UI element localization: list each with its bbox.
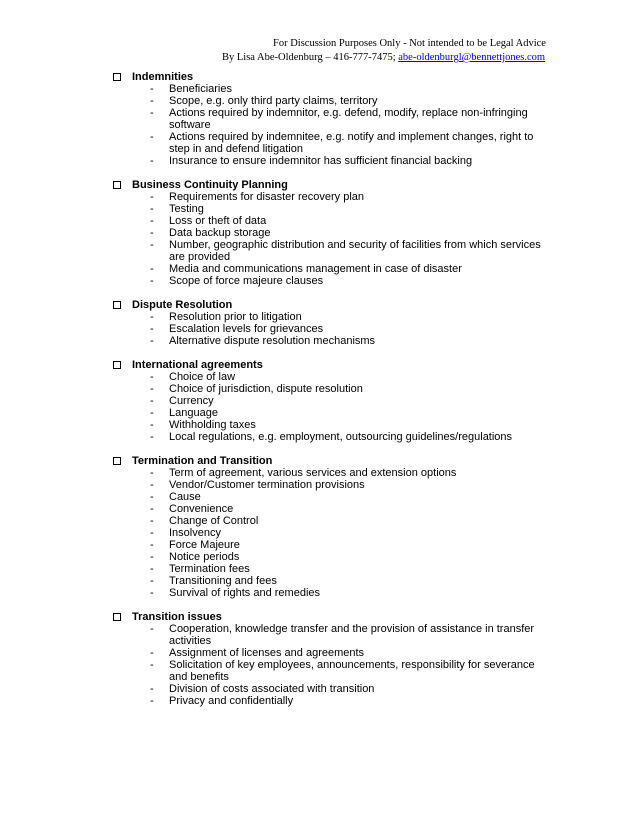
list-item: [113, 311, 543, 323]
list-item-text: Vendor/Customer termination provisions: [169, 479, 365, 491]
dash-bullet-icon: -: [150, 683, 154, 695]
list-item-text: Cause: [169, 491, 201, 503]
list-item: [113, 83, 543, 95]
dash-bullet-icon: -: [150, 695, 154, 707]
list-item-text: Testing: [169, 203, 204, 215]
list-item: [113, 107, 543, 131]
list-item-text: Actions required by indemnitor, e.g. defend, modify, replace non-infringing software: [169, 107, 528, 131]
list-item-text: Choice of law: [169, 371, 236, 383]
list-item-text: Currency: [169, 395, 214, 407]
list-item: [113, 587, 543, 599]
section-title-text: Transition issues: [132, 611, 222, 623]
list-item: [113, 431, 543, 443]
list-item: [113, 239, 543, 263]
dash-bullet-icon: -: [150, 575, 154, 587]
checkbox-icon: [113, 361, 121, 369]
section-title: [113, 179, 543, 191]
outline-section: [113, 455, 543, 599]
section-title: [113, 611, 543, 623]
section-title-text: Business Continuity Planning: [132, 179, 288, 191]
list-item: [113, 539, 543, 551]
list-item: [113, 407, 543, 419]
dash-bullet-icon: -: [150, 155, 154, 167]
list-item: [113, 479, 543, 491]
list-item-text: Transitioning and fees: [169, 575, 277, 587]
dash-bullet-icon: -: [150, 587, 154, 599]
list-item: [113, 131, 543, 155]
checkbox-icon: [113, 301, 121, 309]
list-item-text: Number, geographic distribution and security of facilities from which services are provided: [169, 239, 541, 263]
checkbox-icon: [113, 181, 121, 189]
list-item-text: Media and communications management in case of disaster: [169, 263, 462, 275]
dash-bullet-icon: -: [150, 503, 154, 515]
list-item-text: Solicitation of key employees, announcements, responsibility for severance and benefits: [169, 659, 535, 683]
list-item: [113, 575, 543, 587]
list-item: [113, 527, 543, 539]
dash-bullet-icon: -: [150, 539, 154, 551]
dash-bullet-icon: -: [150, 323, 154, 335]
item-list: [113, 371, 543, 443]
disclaimer-line: For Discussion Purposes Only - Not intended to be Legal Advice: [273, 38, 546, 49]
dash-bullet-icon: -: [150, 551, 154, 563]
list-item-text: Survival of rights and remedies: [169, 587, 321, 599]
list-item-text: Beneficiaries: [169, 83, 232, 95]
list-item: [113, 551, 543, 563]
list-item: [113, 335, 543, 347]
dash-bullet-icon: -: [150, 383, 154, 395]
author-email-link[interactable]: abe-oldenburgl@bennettjones.com: [398, 52, 546, 63]
list-item-text: Scope, e.g. only third party claims, territory: [169, 95, 378, 107]
list-item-text: Change of Control: [169, 515, 259, 527]
dash-bullet-icon: -: [150, 275, 154, 287]
dash-bullet-icon: -: [150, 479, 154, 491]
list-item: [113, 323, 543, 335]
item-list: [113, 623, 543, 707]
dash-bullet-icon: -: [150, 515, 154, 527]
dash-bullet-icon: -: [150, 407, 154, 419]
list-item-text: Assignment of licenses and agreements: [169, 647, 365, 659]
list-item: [113, 647, 543, 659]
outline-section: [113, 299, 543, 347]
list-item: [113, 695, 543, 707]
list-item: [113, 491, 543, 503]
outline-section: [113, 179, 543, 287]
list-item-text: Scope of force majeure clauses: [169, 275, 324, 287]
list-item-text: Escalation levels for grievances: [169, 323, 324, 335]
outline-section: [113, 71, 543, 167]
list-item: [113, 275, 543, 287]
list-item-text: Cooperation, knowledge transfer and the provision of assistance in transfer activities: [169, 623, 535, 647]
dash-bullet-icon: -: [150, 107, 154, 119]
item-list: [113, 311, 543, 347]
list-item-text: Division of costs associated with transition: [169, 683, 375, 695]
list-item: [113, 419, 543, 431]
list-item: [113, 395, 543, 407]
dash-bullet-icon: -: [150, 203, 154, 215]
item-list: [113, 191, 543, 287]
list-item-text: Notice periods: [169, 551, 240, 563]
checkbox-icon: [113, 73, 121, 81]
list-item: [113, 263, 543, 275]
dash-bullet-icon: -: [150, 623, 154, 635]
list-item-text: Language: [169, 407, 218, 419]
list-item: [113, 383, 543, 395]
item-list: [113, 83, 543, 167]
list-item: [113, 683, 543, 695]
dash-bullet-icon: -: [150, 131, 154, 143]
dash-bullet-icon: -: [150, 419, 154, 431]
section-title-text: Dispute Resolution: [132, 299, 233, 311]
list-item: [113, 623, 543, 647]
section-title: [113, 359, 543, 371]
checkbox-icon: [113, 457, 121, 465]
list-item-text: Term of agreement, various services and extension options: [169, 467, 457, 479]
list-item-text: Insolvency: [169, 527, 221, 539]
dash-bullet-icon: -: [150, 659, 154, 671]
list-item: [113, 203, 543, 215]
list-item: [113, 563, 543, 575]
section-title: [113, 299, 543, 311]
item-list: [113, 467, 543, 599]
outline-section: [113, 359, 543, 443]
list-item-text: Data backup storage: [169, 227, 271, 239]
dash-bullet-icon: -: [150, 527, 154, 539]
dash-bullet-icon: -: [150, 395, 154, 407]
author-contact: By Lisa Abe-Oldenburg – 416-777-7475;: [222, 52, 399, 63]
dash-bullet-icon: -: [150, 227, 154, 239]
list-item: [113, 155, 543, 167]
list-item-text: Requirements for disaster recovery plan: [169, 191, 365, 203]
list-item: [113, 467, 543, 479]
dash-bullet-icon: -: [150, 263, 154, 275]
list-item: [113, 515, 543, 527]
outline-sections: [113, 71, 543, 719]
section-title-text: Indemnities: [132, 71, 194, 83]
list-item-text: Termination fees: [169, 563, 250, 575]
dash-bullet-icon: -: [150, 215, 154, 227]
section-title: [113, 71, 543, 83]
list-item: [113, 191, 543, 203]
dash-bullet-icon: -: [150, 95, 154, 107]
dash-bullet-icon: -: [150, 431, 154, 443]
section-title-text: International agreements: [132, 359, 263, 371]
list-item-text: Actions required by indemnitee, e.g. notify and implement changes, right to step in and defend litigation: [169, 131, 534, 155]
dash-bullet-icon: -: [150, 563, 154, 575]
dash-bullet-icon: -: [150, 239, 154, 251]
section-title-text: Termination and Transition: [132, 455, 273, 467]
dash-bullet-icon: -: [150, 371, 154, 383]
list-item: [113, 371, 543, 383]
dash-bullet-icon: -: [150, 335, 154, 347]
list-item: [113, 503, 543, 515]
dash-bullet-icon: -: [150, 311, 154, 323]
dash-bullet-icon: -: [150, 467, 154, 479]
list-item-text: Choice of jurisdiction, dispute resolution: [169, 383, 363, 395]
list-item: [113, 95, 543, 107]
dash-bullet-icon: -: [150, 83, 154, 95]
author-line: [222, 51, 545, 64]
list-item: [113, 215, 543, 227]
list-item-text: Force Majeure: [169, 539, 240, 551]
list-item: [113, 227, 543, 239]
section-title: [113, 455, 543, 467]
list-item-text: Alternative dispute resolution mechanisms: [169, 335, 376, 347]
checkbox-icon: [113, 613, 121, 621]
dash-bullet-icon: -: [150, 191, 154, 203]
list-item-text: Resolution prior to litigation: [169, 311, 302, 323]
outline-section: [113, 611, 543, 707]
list-item-text: Withholding taxes: [169, 419, 256, 431]
dash-bullet-icon: -: [150, 647, 154, 659]
list-item-text: Loss or theft of data: [169, 215, 267, 227]
list-item-text: Convenience: [169, 503, 234, 515]
list-item-text: Local regulations, e.g. employment, outsourcing guidelines/regulations: [169, 431, 513, 443]
list-item: [113, 659, 543, 683]
list-item-text: Privacy and confidentially: [169, 695, 294, 707]
list-item-text: Insurance to ensure indemnitor has sufficient financial backing: [169, 155, 473, 167]
dash-bullet-icon: -: [150, 491, 154, 503]
